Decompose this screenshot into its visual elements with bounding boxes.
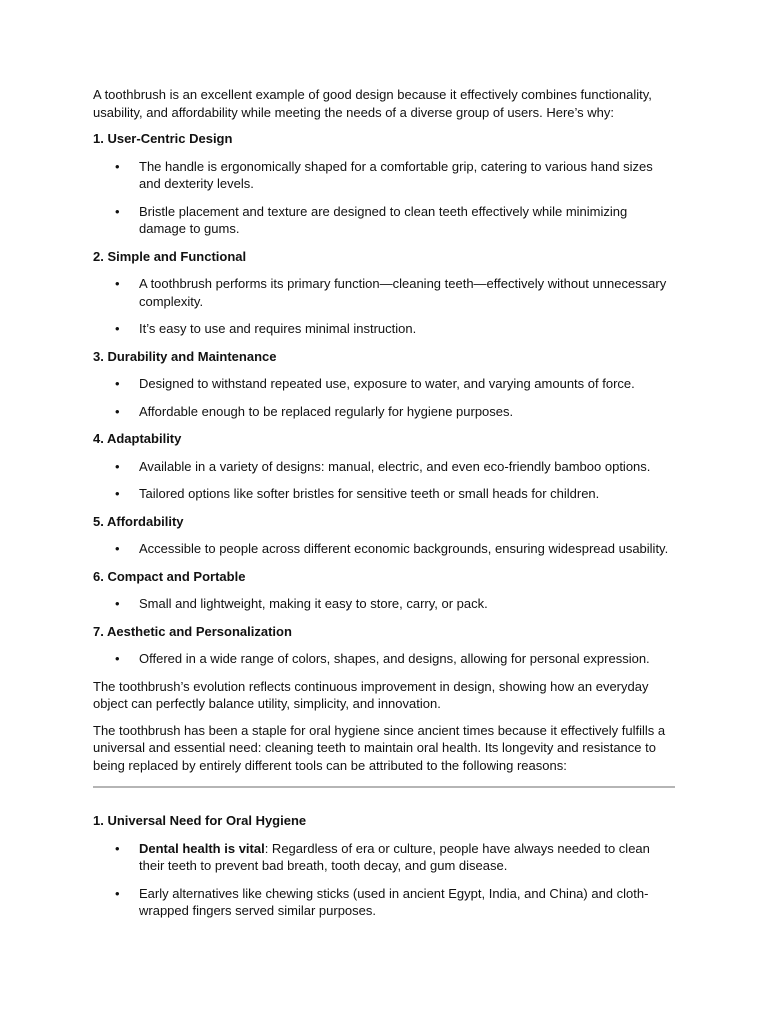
list-item-text: Tailored options like softer bristles for sensitive teeth or small heads for children.	[139, 486, 600, 501]
list-item	[93, 840, 675, 875]
bullet-icon: •	[115, 651, 120, 666]
list-item-text: It’s easy to use and requires minimal instruction.	[139, 321, 417, 336]
bullet-icon: •	[115, 376, 120, 391]
section-heading: 1. User-Centric Design	[93, 131, 233, 146]
bullet-icon: •	[115, 321, 120, 336]
section-list	[93, 130, 675, 668]
bullet-icon: •	[115, 486, 120, 501]
horizontal-rule	[93, 786, 675, 788]
section-heading: 3. Durability and Maintenance	[93, 348, 277, 364]
list-item	[93, 158, 675, 193]
bullet-list	[93, 275, 675, 338]
list-item-text: Designed to withstand repeated use, exposure to water, and varying amounts of force.	[139, 376, 635, 391]
list-item	[93, 595, 675, 613]
list-item	[93, 375, 675, 393]
bullet-icon: •	[115, 203, 120, 219]
list-item-text: : Regardless of era or culture, people have always needed to clean their teeth to prevent bad breath, tooth decay, and gum disease.	[139, 840, 650, 873]
bullet-list	[93, 458, 675, 503]
intro-paragraph: A toothbrush is an excellent example of good design because it effectively combines functionality, usability, and affordability while meeting the needs of a diverse group of users. Here’s why:	[93, 87, 652, 120]
list-item	[93, 403, 675, 421]
list-item-text: Bristle placement and texture are designed to clean teeth effectively while minimizing damage to gums.	[139, 203, 628, 236]
list-item	[93, 320, 675, 338]
bullet-list	[93, 595, 675, 613]
list-item	[93, 885, 675, 920]
bullet-icon: •	[115, 158, 120, 174]
bullet-icon: •	[115, 403, 120, 419]
list-item-text: Affordable enough to be replaced regularly for hygiene purposes.	[139, 403, 514, 419]
bullet-icon: •	[115, 276, 120, 291]
second-intro-paragraph: The toothbrush has been a staple for oral hygiene since ancient times because it effectively fulfills a universal and essential need: cleaning teeth to maintain oral health. Its longevity and resistance to being replaced by entirely different tools can be attributed to the following reasons:	[93, 722, 666, 773]
list-item-text: The handle is ergonomically shaped for a comfortable grip, catering to various hand sizes and dexterity levels.	[139, 158, 653, 191]
document-body	[93, 86, 675, 930]
conclusion-paragraph: The toothbrush’s evolution reflects continuous improvement in design, showing how an everyday object can perfectly balance utility, simplicity, and innovation.	[93, 678, 649, 711]
list-item-text: Available in a variety of designs: manual, electric, and even eco-friendly bamboo options.	[139, 458, 651, 474]
list-item	[93, 203, 675, 238]
bullet-list	[93, 650, 675, 668]
bullet-list	[93, 840, 675, 920]
section-heading: 5. Affordability	[93, 513, 184, 529]
list-item	[93, 540, 675, 558]
list-item-text: Small and lightweight, making it easy to store, carry, or pack.	[139, 596, 488, 611]
section-heading: 7. Aesthetic and Personalization	[93, 623, 292, 639]
bullet-icon: •	[115, 596, 120, 611]
bullet-list	[93, 540, 675, 558]
list-item-text: Offered in a wide range of colors, shapes, and designs, allowing for personal expression.	[139, 651, 650, 666]
section-heading: 2. Simple and Functional	[93, 248, 247, 264]
bullet-icon: •	[115, 840, 120, 856]
list-item-text: Early alternatives like chewing sticks (used in ancient Egypt, India, and China) and cloth-wrapped fingers served similar purposes.	[139, 885, 649, 918]
section-heading: 1. Universal Need for Oral Hygiene	[93, 813, 307, 828]
list-item-bold-lead: Dental health is vital	[139, 840, 265, 856]
list-item	[93, 458, 675, 476]
list-item	[93, 275, 675, 310]
list-item-text: A toothbrush performs its primary function—cleaning teeth—effectively without unnecessary complexity.	[139, 276, 667, 309]
section-heading: 4. Adaptability	[93, 431, 182, 446]
list-item	[93, 485, 675, 503]
bullet-list	[93, 375, 675, 420]
list-item-text: Accessible to people across different economic backgrounds, ensuring widespread usability.	[139, 541, 669, 556]
bullet-icon: •	[115, 458, 120, 474]
bullet-icon: •	[115, 541, 120, 556]
list-item	[93, 650, 675, 668]
section-heading: 6. Compact and Portable	[93, 568, 246, 584]
bullet-list	[93, 158, 675, 238]
bullet-icon: •	[115, 885, 120, 901]
